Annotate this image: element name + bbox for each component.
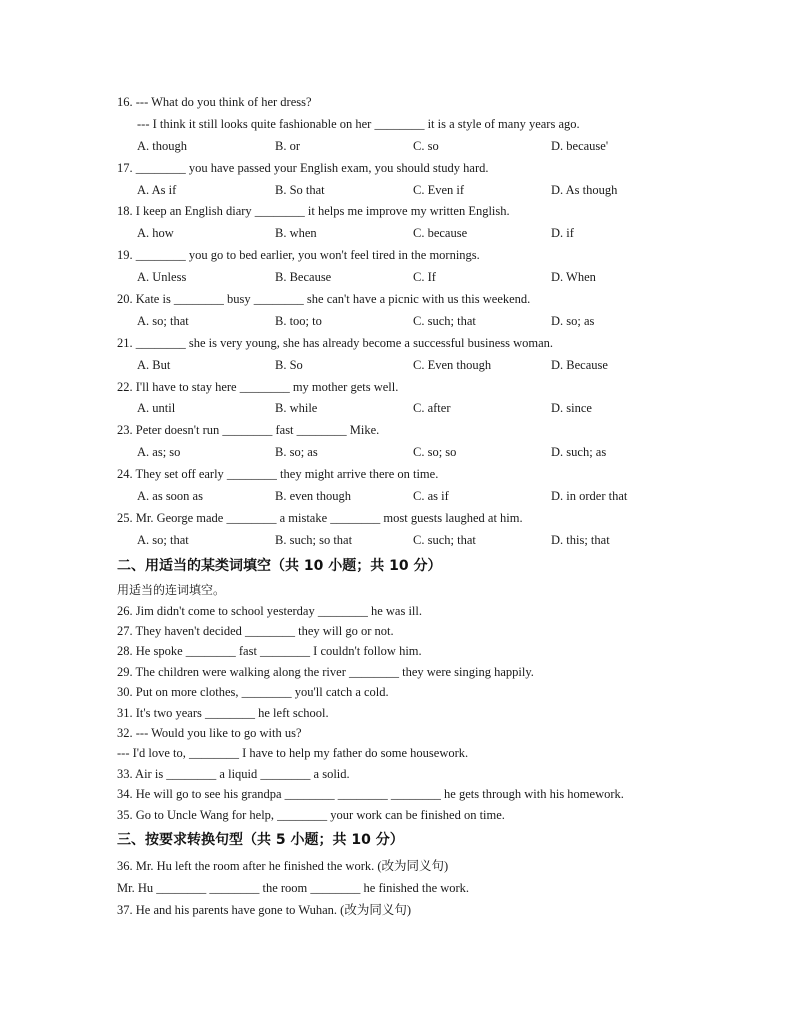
answer-options xyxy=(117,311,737,333)
question-item xyxy=(117,92,737,158)
question-stem: 23. Peter doesn't run ________ fast ________ Mike. xyxy=(117,423,380,438)
answer-option: A. Unless xyxy=(137,270,187,285)
section-2-instruction: 用适当的连词填空。 xyxy=(117,582,226,597)
answer-option: A. As if xyxy=(137,182,177,197)
answer-option: D. As though xyxy=(551,182,618,197)
question-item xyxy=(117,377,737,421)
answer-option: C. Even though xyxy=(413,357,492,372)
answer-option: D. in order that xyxy=(551,489,628,504)
answer-option: B. or xyxy=(275,138,300,153)
answer-options xyxy=(117,355,737,377)
answer-option: B. So xyxy=(275,357,303,372)
answer-option: B. too; to xyxy=(275,313,322,328)
question-stem: 22. I'll have to stay here ________ my mother gets well. xyxy=(117,379,399,394)
section-2-title: 二、用适当的某类词填空（共 10 小题；共 10 分） xyxy=(117,557,442,574)
section-3-title: 三、按要求转换句型（共 5 小题；共 10 分） xyxy=(117,832,404,848)
answer-option: D. since xyxy=(551,401,592,416)
answer-option: D. if xyxy=(551,226,574,241)
fill-in-item: 32. --- Would you like to go with us? xyxy=(117,726,302,741)
question-item xyxy=(117,289,737,333)
question-item xyxy=(117,333,737,377)
answer-option: B. while xyxy=(275,401,318,416)
answer-option: A. so; that xyxy=(137,532,189,547)
rewrite-item: Mr. Hu ________ ________ the room ________ he finished the work. xyxy=(117,880,470,895)
fill-in-item: 33. Air is ________ a liquid ________ a solid. xyxy=(117,766,350,781)
answer-option: B. such; so that xyxy=(275,532,353,547)
multiple-choice-section xyxy=(117,92,737,552)
answer-option: C. such; that xyxy=(413,313,476,328)
answer-option: B. Because xyxy=(275,270,332,285)
question-stem: 19. ________ you go to bed earlier, you won't feel tired in the mornings. xyxy=(117,248,480,263)
fill-in-section xyxy=(117,601,737,825)
worksheet-content xyxy=(117,92,737,922)
fill-in-item: 27. They haven't decided ________ they will go or not. xyxy=(117,624,394,639)
fill-in-item: 29. The children were walking along the river ________ they were singing happily. xyxy=(117,664,534,679)
answer-option: A. until xyxy=(137,401,176,416)
fill-in-item: 34. He will go to see his grandpa ________ ________ ________ he gets through with his homework. xyxy=(117,787,624,802)
question-stem: 21. ________ she is very young, she has already become a successful business woman. xyxy=(117,335,554,350)
question-stem: 24. They set off early ________ they might arrive there on time. xyxy=(117,467,439,482)
question-stem: 16. --- What do you think of her dress? xyxy=(117,95,312,109)
question-stem: 17. ________ you have passed your English exam, you should study hard. xyxy=(117,160,489,175)
answer-option: C. Even if xyxy=(413,182,465,197)
answer-options xyxy=(117,180,737,202)
answer-option: D. such; as xyxy=(551,445,607,460)
answer-option: A. though xyxy=(137,138,187,153)
answer-option: C. after xyxy=(413,401,451,416)
fill-in-item: 28. He spoke ________ fast ________ I couldn't follow him. xyxy=(117,644,422,659)
fill-in-item: 31. It's two years ________ he left school. xyxy=(117,705,329,720)
answer-option: C. so; so xyxy=(413,445,457,460)
fill-in-item: 26. Jim didn't come to school yesterday ________ he was ill. xyxy=(117,603,422,618)
rewrite-item: 37. He and his parents have gone to Wuhan. (改为同义句) xyxy=(117,902,411,917)
answer-option: B. even though xyxy=(275,489,352,504)
answer-options xyxy=(117,223,737,245)
answer-option: B. when xyxy=(275,226,317,241)
answer-option: B. So that xyxy=(275,182,325,197)
answer-options xyxy=(117,486,737,508)
answer-option: D. When xyxy=(551,270,596,285)
answer-options xyxy=(117,136,737,158)
question-item xyxy=(117,508,737,552)
question-stem: 20. Kate is ________ busy ________ she can't have a picnic with us this weekend. xyxy=(117,292,531,307)
question-item xyxy=(117,464,737,508)
answer-option: D. Because xyxy=(551,357,608,372)
answer-option: A. But xyxy=(137,357,171,372)
answer-options xyxy=(117,267,737,289)
question-stem-continued: --- I think it still looks quite fashionable on her ________ it is a style of many years ago. xyxy=(137,116,580,131)
answer-option: B. so; as xyxy=(275,445,318,460)
rewrite-section xyxy=(117,856,737,922)
answer-option: C. such; that xyxy=(413,532,476,547)
answer-option: D. because' xyxy=(551,138,609,153)
question-item xyxy=(117,158,737,202)
answer-option: D. this; that xyxy=(551,532,610,547)
question-stem: 18. I keep an English diary ________ it helps me improve my written English. xyxy=(117,204,510,219)
question-item xyxy=(117,201,737,245)
answer-option: A. as soon as xyxy=(137,489,203,504)
answer-option: C. because xyxy=(413,226,468,241)
answer-option: A. how xyxy=(137,226,174,241)
question-item xyxy=(117,245,737,289)
answer-option: C. so xyxy=(413,138,439,153)
answer-option: D. so; as xyxy=(551,313,595,328)
answer-options xyxy=(117,442,737,464)
answer-option: C. as if xyxy=(413,489,449,504)
question-item xyxy=(117,420,737,464)
fill-in-item: 35. Go to Uncle Wang for help, ________ your work can be finished on time. xyxy=(117,807,505,822)
fill-in-item: --- I'd love to, ________ I have to help my father do some housework. xyxy=(117,746,469,761)
answer-option: A. so; that xyxy=(137,313,189,328)
answer-option: C. If xyxy=(413,270,436,285)
answer-options xyxy=(117,530,737,552)
answer-option: A. as; so xyxy=(137,445,181,460)
answer-options xyxy=(117,398,737,420)
question-stem: 25. Mr. George made ________ a mistake ________ most guests laughed at him. xyxy=(117,510,523,525)
fill-in-item: 30. Put on more clothes, ________ you'll catch a cold. xyxy=(117,685,389,700)
rewrite-item: 36. Mr. Hu left the room after he finished the work. (改为同义句) xyxy=(117,859,449,873)
